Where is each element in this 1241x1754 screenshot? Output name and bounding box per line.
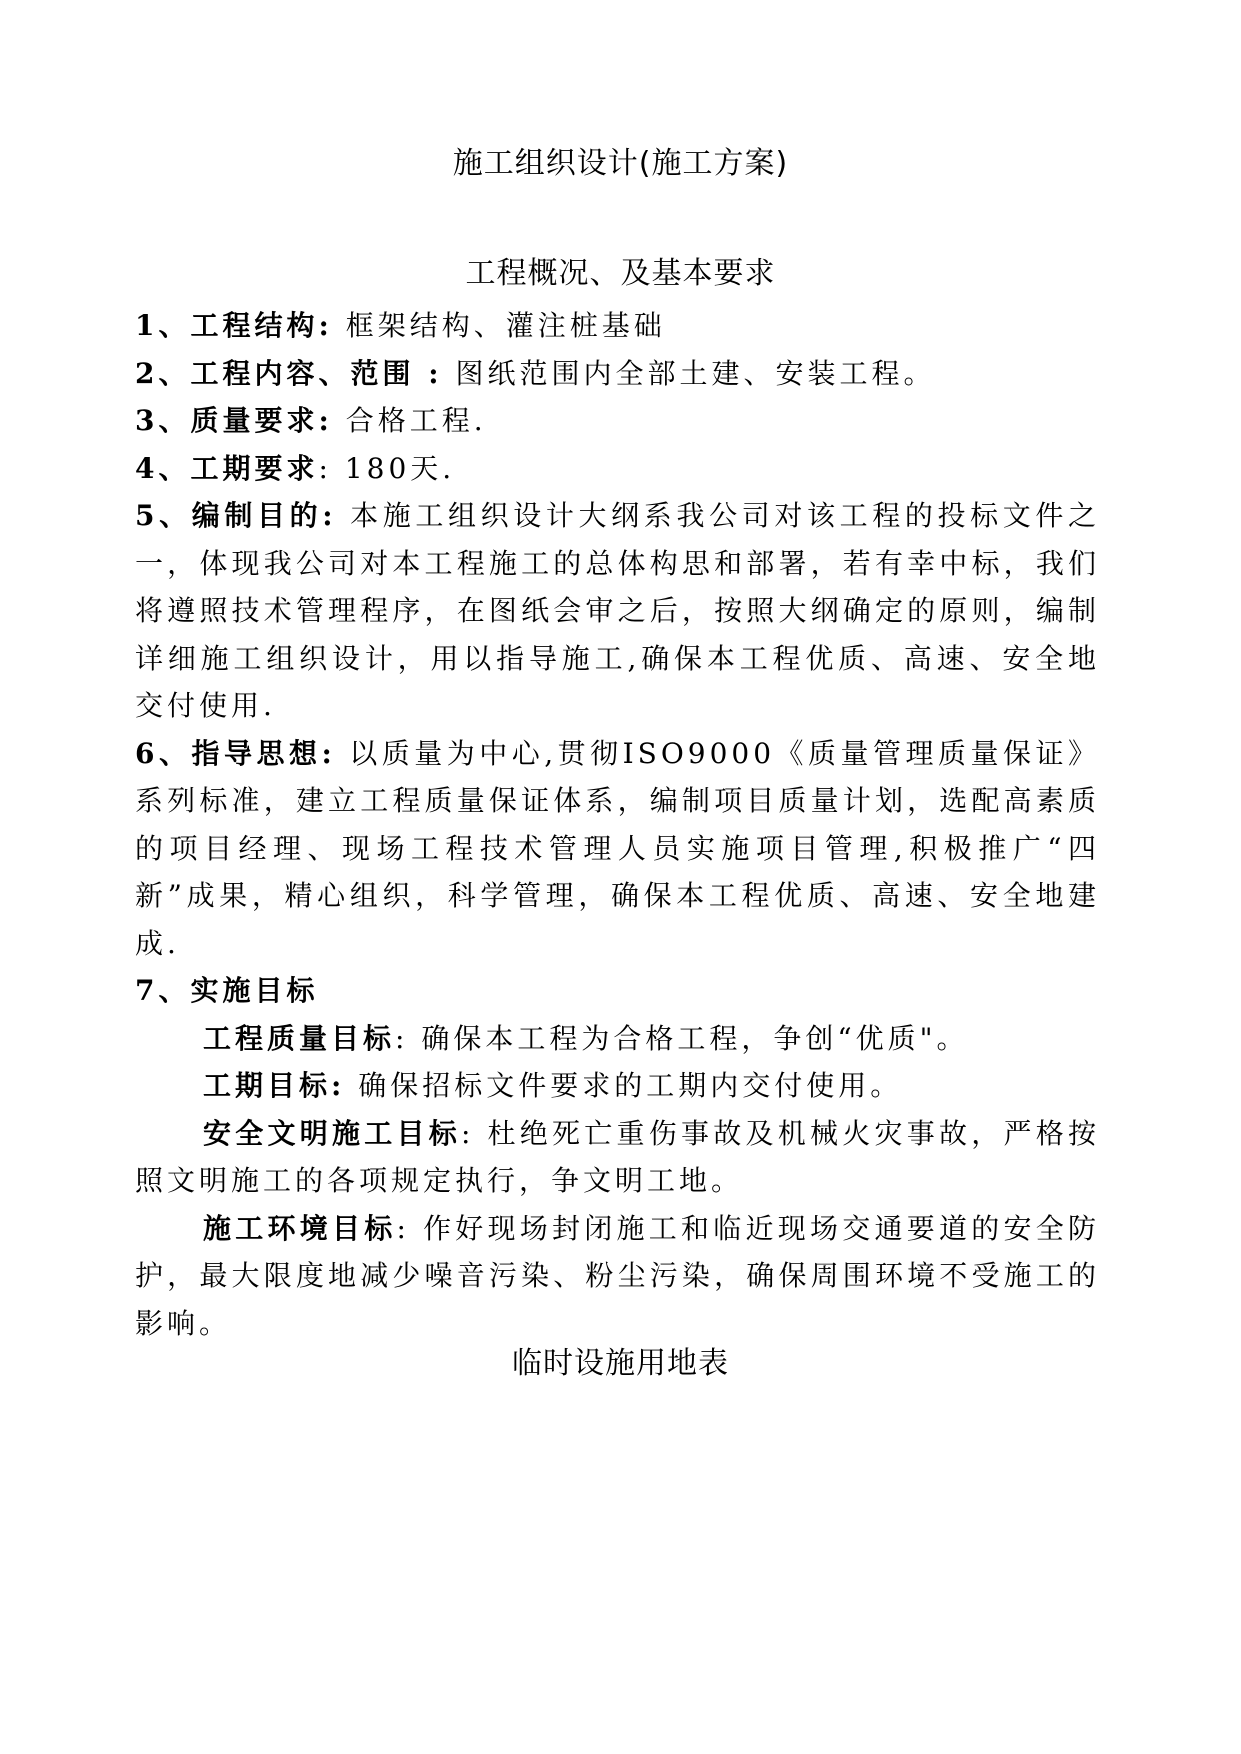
section-heading: 工程概况、及基本要求 xyxy=(465,256,776,291)
item-text: 合格工程. xyxy=(332,404,487,437)
item-label: 6、指导思想: xyxy=(135,736,336,770)
target-text: : 作好现场封闭施工和临近现场交通要道的安全防护，最大限度地减少噪音污染、粉尘污染，确保周围环境不受施工的影响。 xyxy=(135,1211,1100,1340)
item-duration xyxy=(135,445,1100,493)
item-label: 5、编制目的: xyxy=(135,499,337,532)
item-label: 3、质量要求: xyxy=(135,404,333,437)
item-text: 本施工组织设计大纲系我公司对该工程的投标文件之一，体现我公司对本工程施工的总体构思和部署，若有幸中标，我们将遵照技术管理程序，在图纸会审之后，按照大纲确定的原则，编制详细施工组织设计，用以指导施工,确保本工程优质、高速、安全地交付使用. xyxy=(135,499,1100,722)
target-label: 工程质量目标 xyxy=(203,1021,396,1055)
target-text: 确保招标文件要求的工期内交付使用。 xyxy=(345,1069,903,1102)
item-targets xyxy=(135,967,1100,1015)
table-title: 临时设施用地表 xyxy=(512,1346,729,1381)
item-scope xyxy=(135,350,1100,398)
item-label: 4、工期要求 xyxy=(135,451,319,485)
item-text: 图纸范围内全部土建、安装工程。 xyxy=(442,356,936,390)
item-text: 框架结构、灌注桩基础 xyxy=(332,309,666,342)
item-text: 以质量为中心,贯彻ISO9000《质量管理质量保证》系列标准，建立工程质量保证体系，编制项目质量计划，选配高素质的项目经理、现场工程技术管理人员实施项目管理,积极推广“四新”成果，精心组织，科学管理，确保本工程优质、高速、安全地建成. xyxy=(135,736,1100,960)
item-purpose xyxy=(135,492,1100,730)
target-quality xyxy=(135,1015,1100,1063)
target-environment xyxy=(135,1205,1100,1348)
target-label: 安全文明施工目标 xyxy=(203,1116,461,1150)
item-text: : 180天. xyxy=(318,451,456,485)
target-schedule xyxy=(135,1062,1100,1110)
target-label: 施工环境目标 xyxy=(203,1211,397,1245)
target-safety xyxy=(135,1110,1100,1205)
item-label: 7、实施目标 xyxy=(135,974,319,1007)
item-label: 2、工程内容、范围 : xyxy=(135,356,443,390)
item-guiding-idea xyxy=(135,730,1100,968)
item-quality xyxy=(135,397,1100,445)
item-label: 1、工程结构: xyxy=(135,309,333,342)
document-title: 施工组织设计(施工方案) xyxy=(452,146,789,181)
item-structure xyxy=(135,302,1100,350)
target-text: : 确保本工程为合格工程，争创“优质"。 xyxy=(395,1021,969,1055)
target-text: : 杜绝死亡重伤事故及机械火灾事故，严格按照文明施工的各项规定执行，争文明工地。 xyxy=(135,1116,1100,1197)
document-body xyxy=(135,302,1100,1347)
target-label: 工期目标: xyxy=(203,1069,346,1102)
